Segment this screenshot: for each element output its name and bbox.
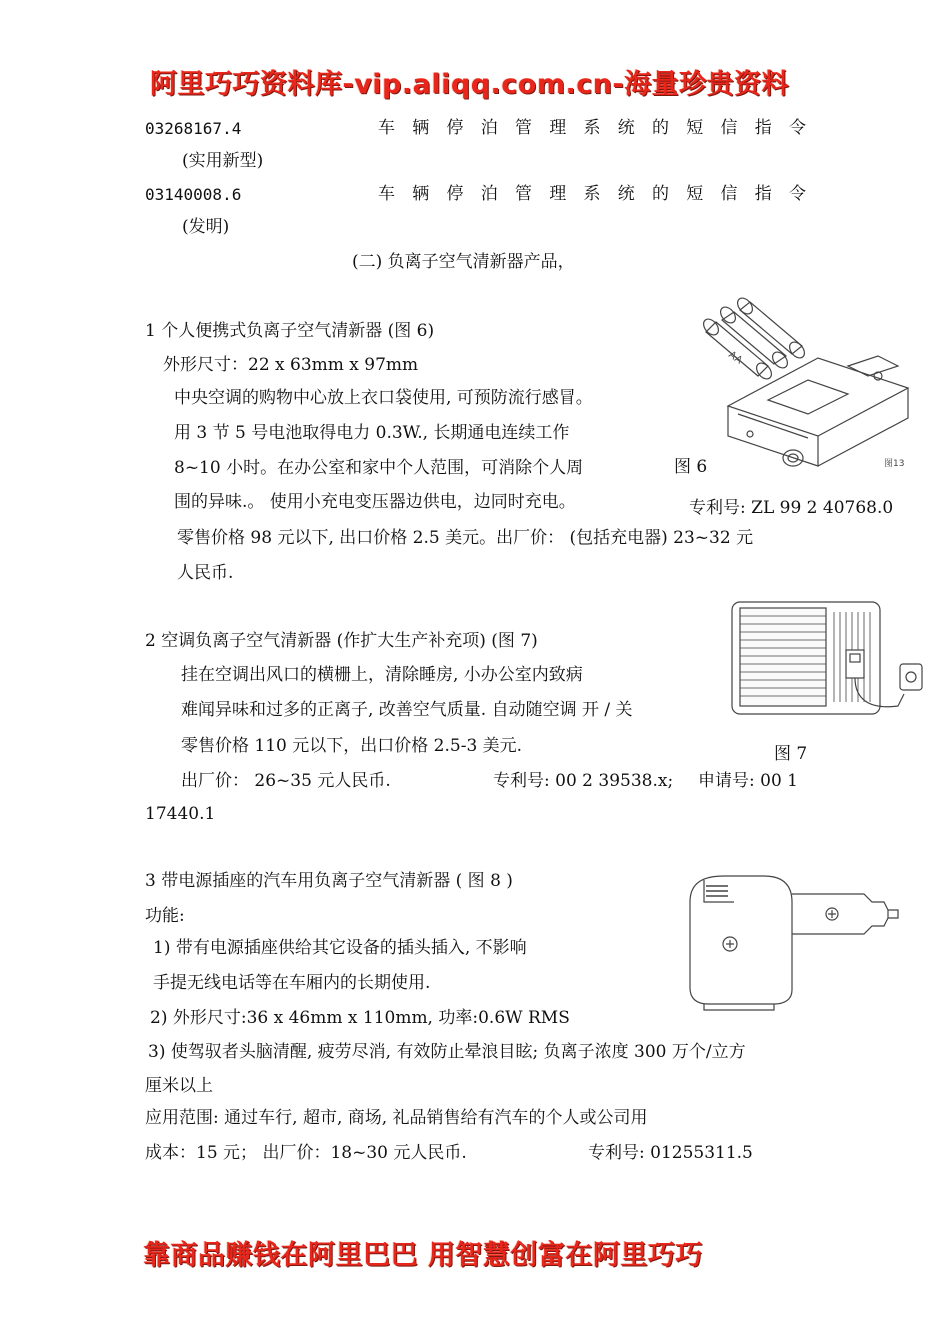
patent-title-char: 令	[789, 184, 806, 204]
product2-price: 出厂价： 26~35 元人民币.	[181, 771, 391, 791]
product1-line-2: 用 3 节 5 号电池取得电力 0.3W., 长期通电连续工作	[174, 423, 570, 443]
patent-title-char: 理	[549, 118, 567, 138]
patent-2-type: (发明)	[182, 217, 230, 237]
product3-patent: 专利号: 01255311.5	[588, 1143, 753, 1163]
patent-title-char: 令	[789, 118, 806, 138]
product1-line-6: 人民币.	[177, 563, 234, 583]
product3-line-3: 2) 外形尺寸:36 x 46mm x 110mm, 功率:0.6W RMS	[150, 1008, 570, 1028]
patent-1-title	[378, 117, 806, 139]
product3-line-6: 应用范围: 通过车行, 超市, 商场, 礼品销售给有汽车的个人或公司用	[145, 1108, 648, 1128]
header-banner: 阿里巧巧资料库-vip.aliqq.com.cn-海量珍贵资料	[150, 69, 790, 100]
patent-title-char: 指	[754, 118, 772, 138]
product2-application-cont: 17440.1	[145, 804, 216, 824]
figure6-illustration	[698, 296, 918, 482]
product1-line-5: 零售价格 98 元以下, 出口价格 2.5 美元。出厂价： (包括充电器) 23~32 元	[177, 528, 754, 548]
patent-title-char: 信	[720, 184, 738, 204]
patent-title-char: 辆	[412, 184, 430, 204]
patent-title-char: 辆	[412, 118, 430, 138]
patent-title-char: 停	[446, 184, 464, 204]
patent-title-char: 车	[378, 184, 395, 204]
product3-title: 3 带电源插座的汽车用负离子空气清新器 ( 图 8 )	[145, 871, 513, 891]
figure7-illustration	[728, 598, 928, 724]
patent-title-char: 管	[515, 118, 532, 138]
product2-patent: 专利号: 00 2 39538.x;	[493, 771, 674, 791]
patent-title-char: 车	[378, 118, 395, 138]
patent-title-char: 系	[583, 184, 601, 204]
patent-title-char: 指	[754, 184, 772, 204]
product2-application: 申请号: 00 1	[698, 771, 798, 791]
patent-title-char: 短	[686, 118, 704, 138]
patent-title-char: 停	[446, 118, 464, 138]
figure13-label: 图13	[884, 459, 905, 469]
product3-line-5: 厘米以上	[145, 1076, 213, 1096]
patent-title-char: 信	[720, 118, 738, 138]
product1-patent: 专利号: ZL 99 2 40768.0	[689, 498, 894, 518]
patent-title-char: 系	[583, 118, 601, 138]
patent-title-char: 统	[617, 184, 635, 204]
product2-title: 2 空调负离子空气清新器 (作扩大生产补充项) (图 7)	[145, 631, 538, 651]
product1-title: 1 个人便携式负离子空气清新器 (图 6)	[145, 321, 435, 341]
product2-line-2: 难闻异味和过多的正离子, 改善空气质量. 自动随空调 开 / 关	[181, 700, 633, 720]
product3-line-1: 1) 带有电源插座供给其它设备的插头插入, 不影响	[153, 938, 527, 958]
section-heading: (二) 负离子空气清新器产品，	[352, 252, 575, 272]
product1-line-1: 中央空调的购物中心放上衣口袋使用, 可预防流行感冒。	[174, 388, 593, 408]
patent-title-char: 管	[515, 184, 532, 204]
figure8-illustration	[684, 872, 906, 1012]
product3-line-4: 3) 使驾驭者头脑清醒, 疲劳尽消, 有效防止晕浪目眩; 负离子浓度 300 万个/立方	[148, 1042, 746, 1062]
figure6-caption: 图 6	[674, 457, 708, 477]
figure7-caption: 图 7	[774, 744, 808, 764]
patent-2-number: 03140008.6	[145, 185, 242, 204]
product1-line-4: 围的异味.。 使用小充电变压器边供电，边同时充电。	[174, 492, 576, 512]
patent-title-char: 统	[617, 118, 635, 138]
footer-banner: 靠商品赚钱在阿里巴巴 用智慧创富在阿里巧巧	[143, 1240, 703, 1271]
patent-title-char: 泊	[480, 184, 498, 204]
product3-function-label: 功能:	[145, 906, 185, 926]
patent-1-number: 03268167.4	[145, 119, 242, 138]
patent-2-title	[378, 183, 806, 205]
product3-cost: 成本：15 元； 出厂价：18~30 元人民币.	[145, 1143, 467, 1163]
product1-size: 外形尺寸：22 x 63mm x 97mm	[163, 355, 419, 375]
product2-line-1: 挂在空调出风口的横栅上，清除睡房, 小办公室内致病	[181, 665, 583, 685]
product1-line-3: 8~10 小时。在办公室和家中个人范围，可消除个人周	[174, 458, 584, 478]
patent-title-char: 短	[686, 184, 704, 204]
product2-line-3: 零售价格 110 元以下，出口价格 2.5-3 美元.	[181, 736, 523, 756]
product3-line-2: 手提无线电话等在车厢内的长期使用.	[153, 973, 431, 993]
patent-title-char: 理	[549, 184, 567, 204]
patent-title-char: 泊	[480, 118, 498, 138]
patent-title-char: 的	[652, 118, 669, 138]
patent-1-type: (实用新型)	[182, 151, 264, 171]
patent-title-char: 的	[652, 184, 669, 204]
battery-label: AA	[726, 349, 745, 367]
